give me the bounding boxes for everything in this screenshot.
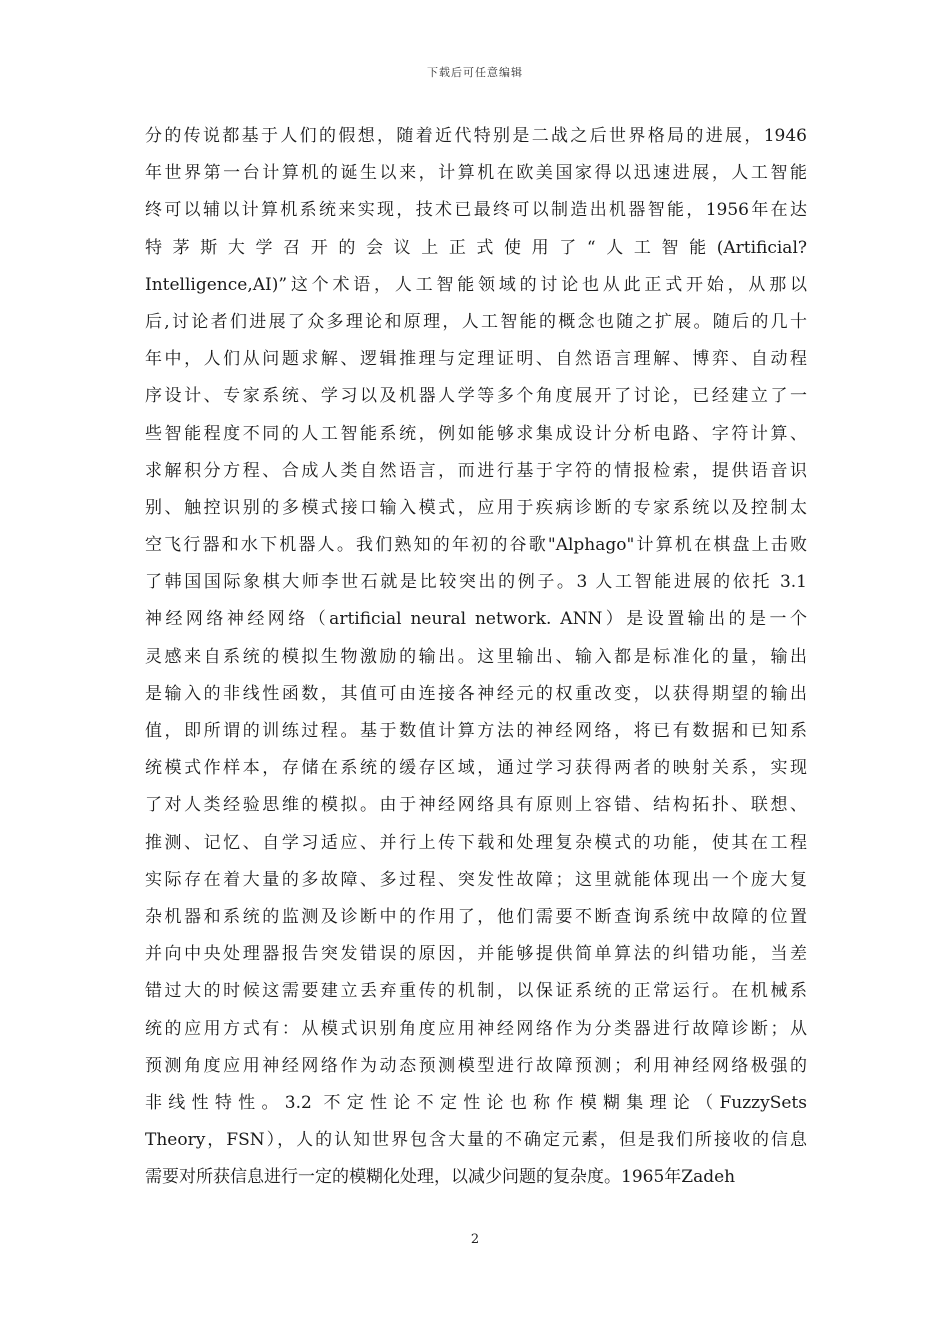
text-line: 是输入的非线性函数，其值可由连接各神经元的权重改变，以获得期望的输出 xyxy=(145,683,807,704)
text-line: 错过大的时候这需要建立丢弃重传的机制，以保证系统的正常运行。在机械系 xyxy=(145,981,807,1002)
text-line: 推测、记忆、自学习适应、并行上传下载和处理复杂模式的功能，使其在工程 xyxy=(145,832,807,853)
text-line: 年中，人们从问题求解、逻辑推理与定理证明、自然语言理解、博弈、自动程 xyxy=(145,349,807,370)
text-line: 空飞行器和水下机器人。我们熟知的年初的谷歌"Alphago"计算机在棋盘上击败 xyxy=(145,535,807,556)
text-line: 别、触控识别的多模式接口输入模式，应用于疾病诊断的专家系统以及控制太 xyxy=(145,497,807,518)
text-line: 后,讨论者们进展了众多理论和原理，人工智能的概念也随之扩展。随后的几十 xyxy=(145,311,807,332)
text-line: 分的传说都基于人们的假想，随着近代特别是二战之后世界格局的进展，1946 xyxy=(145,126,807,146)
text-line: 年世界第一台计算机的诞生以来，计算机在欧美国家得以迅速进展，人工智能 xyxy=(145,163,807,184)
page-number: 2 xyxy=(470,1232,480,1247)
text-line: 并向中央处理器报告突发错误的原因，并能够提供简单算法的纠错功能，当差 xyxy=(145,944,807,965)
text-line: Theory，FSN），人的认知世界包含大量的不确定元素，但是我们所接收的信息 xyxy=(145,1130,807,1151)
text-line: 了韩国国际象棋大师李世石就是比较突出的例子。3 人工智能进展的依托 3.1 xyxy=(145,572,807,593)
text-line: 杂机器和系统的监测及诊断中的作用了，他们需要不断查询系统中故障的位置 xyxy=(145,906,807,927)
text-line: 序设计、专家系统、学习以及机器人学等多个角度展开了讨论，已经建立了一 xyxy=(145,386,807,407)
text-line: 统的应用方式有：从模式识别角度应用神经网络作为分类器进行故障诊断；从 xyxy=(145,1018,807,1039)
text-line: 神经网络神经网络（artificial neural network. ANN）是设置输出的是一个 xyxy=(145,609,807,630)
text-line: 非线性特性。3.2 不定性论不定性论也称作模糊集理论（FuzzySets xyxy=(145,1092,807,1113)
text-line: 实际存在着大量的多故障、多过程、突发性故障；这里就能体现出一个庞大复 xyxy=(145,869,807,890)
page-header: 下载后可任意编辑 xyxy=(427,66,523,79)
text-line: 预测角度应用神经网络作为动态预测模型进行故障预测；利用神经网络极强的 xyxy=(145,1055,807,1076)
text-line: 特茅斯大学召开的会议上正式使用了“人工智能(Artificial? xyxy=(145,237,807,258)
text-line: 终可以辅以计算机系统来实现，技术已最终可以制造出机器智能，1956年在达 xyxy=(145,200,807,221)
text-line: 求解积分方程、合成人类自然语言，而进行基于字符的情报检索，提供语音识 xyxy=(145,460,807,481)
text-line: 些智能程度不同的人工智能系统，例如能够求集成设计分析电路、字符计算、 xyxy=(145,423,807,444)
body-text xyxy=(145,118,807,1196)
text-line: 值，即所谓的训练过程。基于数值计算方法的神经网络，将已有数据和已知系 xyxy=(145,721,807,741)
text-line: 了对人类经验思维的模拟。由于神经网络具有原则上容错、结构拓扑、联想、 xyxy=(145,795,807,816)
text-line: 统模式作样本，存储在系统的缓存区域，通过学习获得两者的映射关系，实现 xyxy=(145,758,807,779)
text-line: 灵感来自系统的模拟生物激励的输出。这里输出、输入都是标准化的量，输出 xyxy=(145,646,807,667)
text-line: Intelligence,AI)”这个术语，人工智能领域的讨论也从此正式开始，从那以 xyxy=(145,274,807,295)
text-line: 需要对所获信息进行一定的模糊化处理，以减少问题的复杂度。1965年Zadeh xyxy=(145,1167,736,1188)
